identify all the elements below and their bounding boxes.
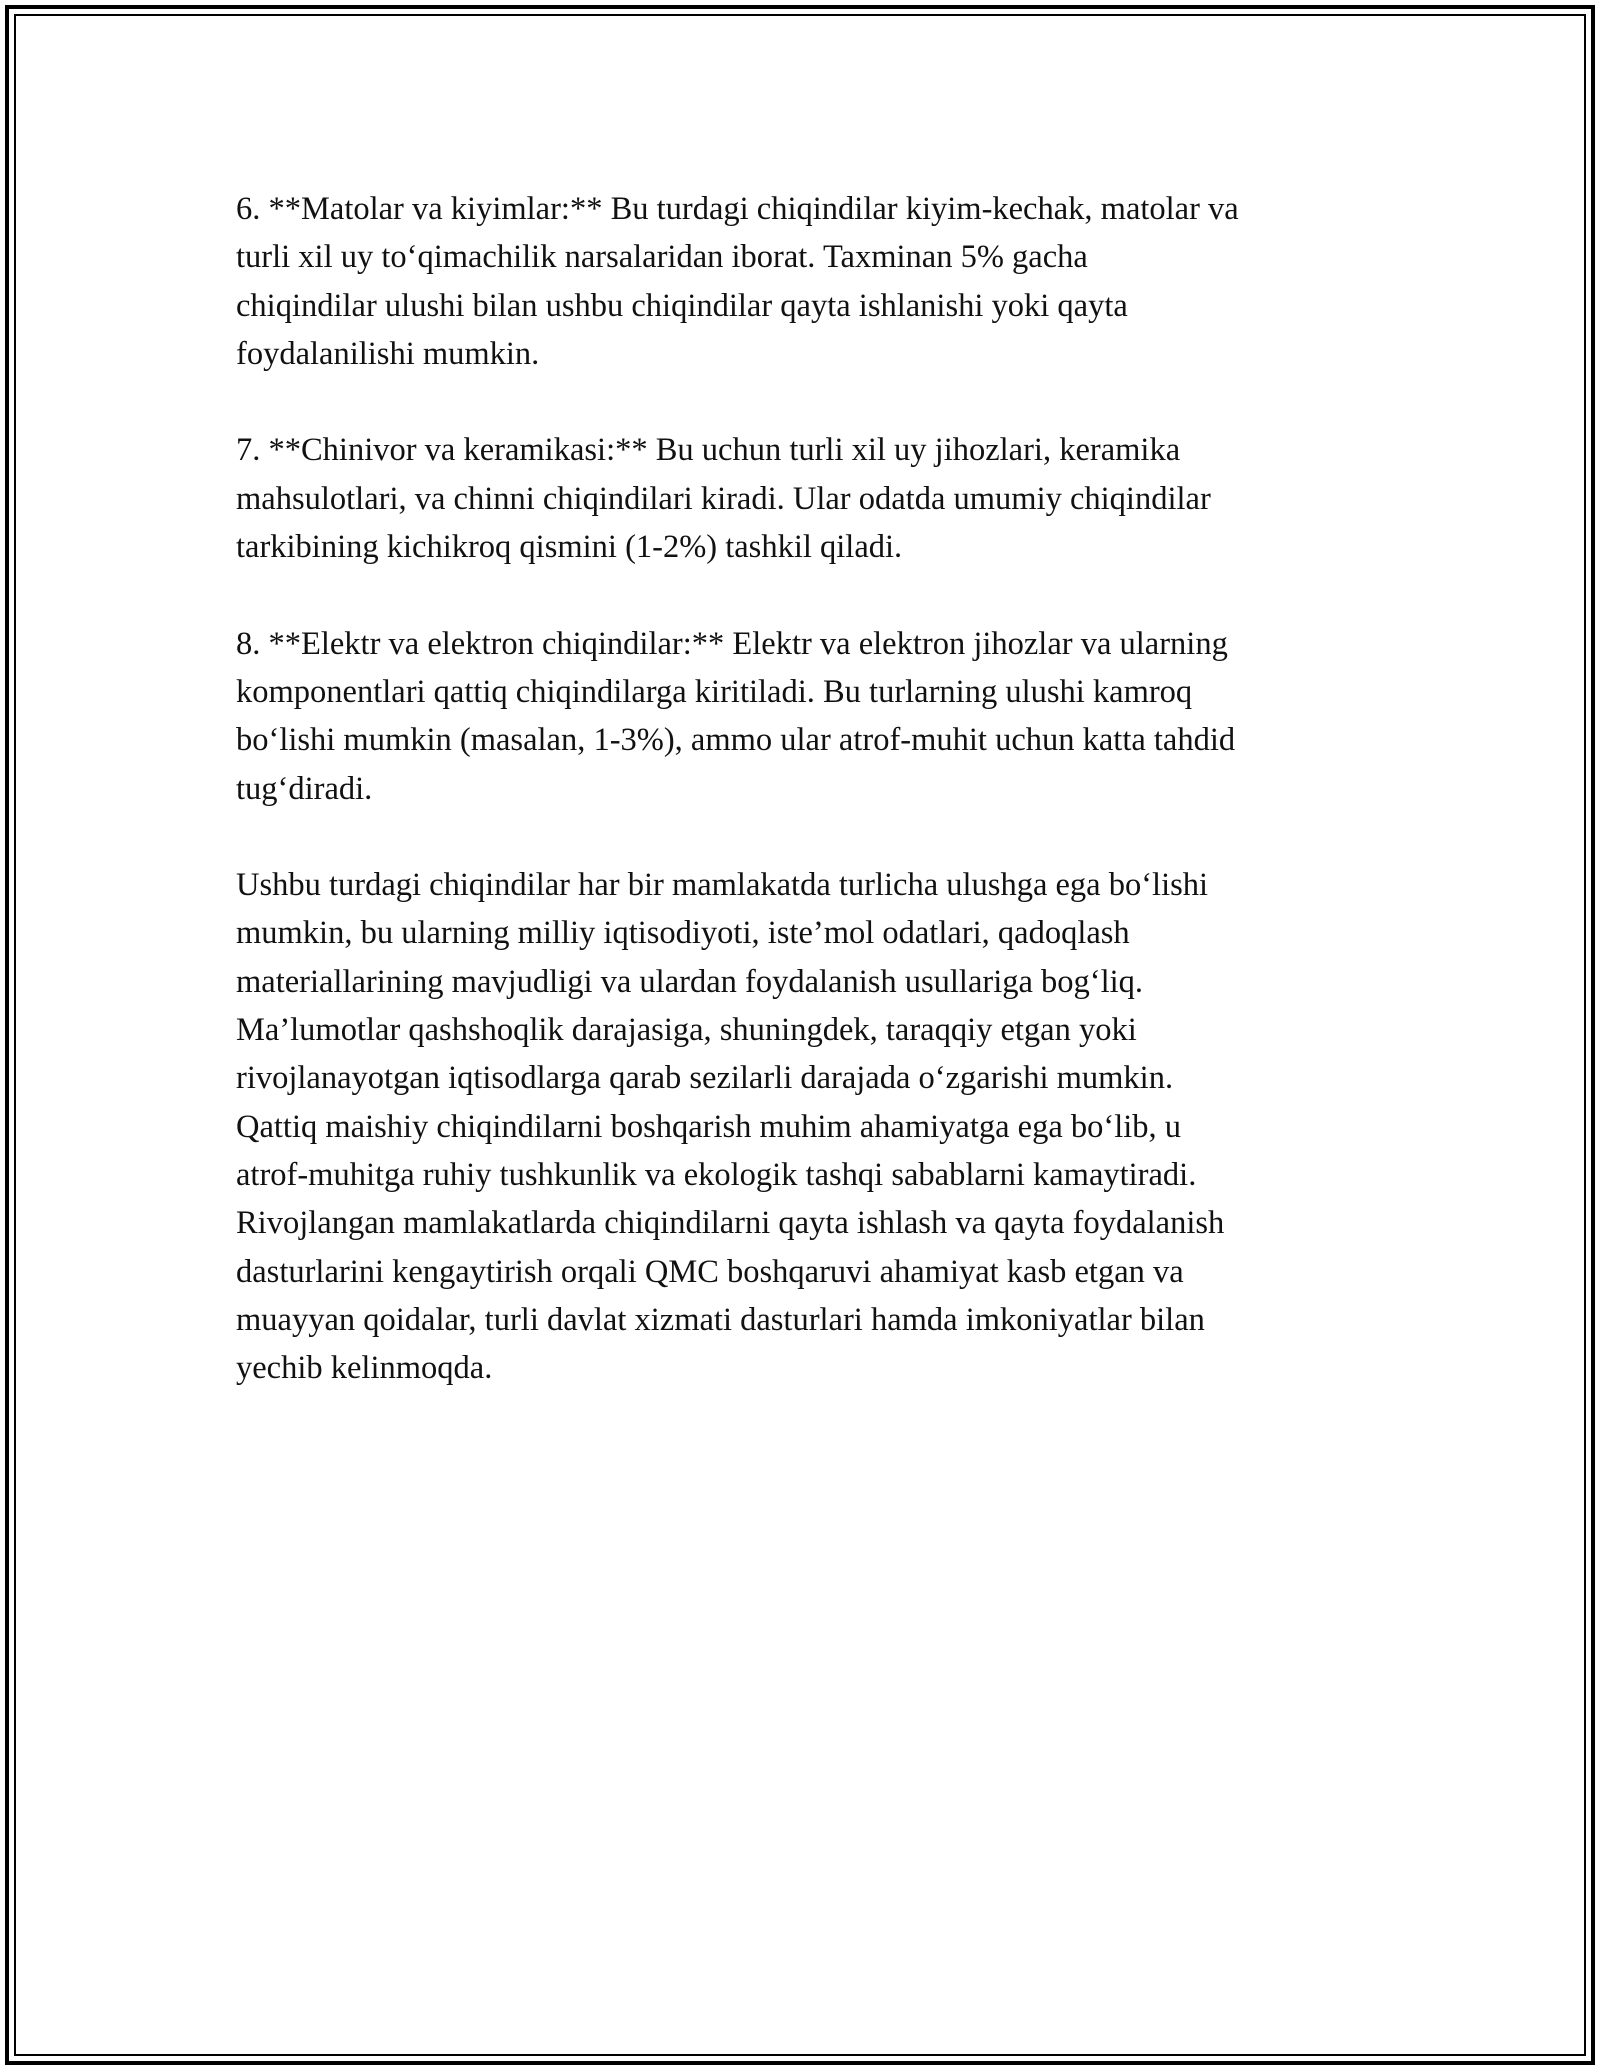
document-body — [236, 185, 1396, 1441]
paragraph-electronic-waste: 8. **Elektr va elektron chiqindilar:** Elektr va elektron jihozlar va ularning komponentlari qattiq chiqindilarga kiritiladi. Bu turlarning ulushi kamroq bo‘lishi mumkin (masalan, 1-3%), ammo ular atrof-muhit uchun katta tahdid tug‘diradi. — [236, 625, 1236, 807]
paragraph-textiles: 6. **Matolar va kiyimlar:** Bu turdagi chiqindilar kiyim-kechak, matolar va turli xil uy to‘qimachilik narsalaridan iborat. Taxminan 5% gacha chiqindilar ulushi bilan ushbu chiqindilar qayta ishlanishi yoki qayta foydalanilishi mumkin. — [236, 191, 1239, 372]
paragraph-ceramics: 7. **Chinivor va keramikasi:** Bu uchun turli xil uy jihozlari, keramika mahsulotlari, va chinni chiqindilari kiradi. Ular odatda umumiy chiqindilar tarkibining kichikroq qismini (1-2%) tashkil qiladi. — [236, 432, 1211, 566]
paragraph-summary: Ushbu turdagi chiqindilar har bir mamlakatda turlicha ulushga ega bo‘lishi mumkin, bu ularning milliy iqtisodiyoti, iste’mol odatlari, qadoqlash materiallarining mavjudligi va ulardan foydalanish usullariga bog‘liq. Ma’lumotlar qashshoqlik darajasiga, shuningdek, taraqqiy etgan yoki rivojlanayotgan iqtisodlarga qarab sezilarli darajada o‘zgarishi mumkin. Qattiq maishiy chiqindilarni boshqarish muhim ahamiyatga ega bo‘lib, u atrof-muhitga ruhiy tushkunlik va ekologik tashqi sabablarni kamaytiradi. Rivojlangan mamlakatlarda chiqindilarni qayta ishlash va qayta foydalanish dasturlarini kengaytirish orqali QMC boshqaruvi ahamiyat kasb etgan va muayyan qoidalar, turli davlat xizmati dasturlari hamda imkoniyatlar bilan yechib kelinmoqda. — [236, 867, 1225, 1387]
